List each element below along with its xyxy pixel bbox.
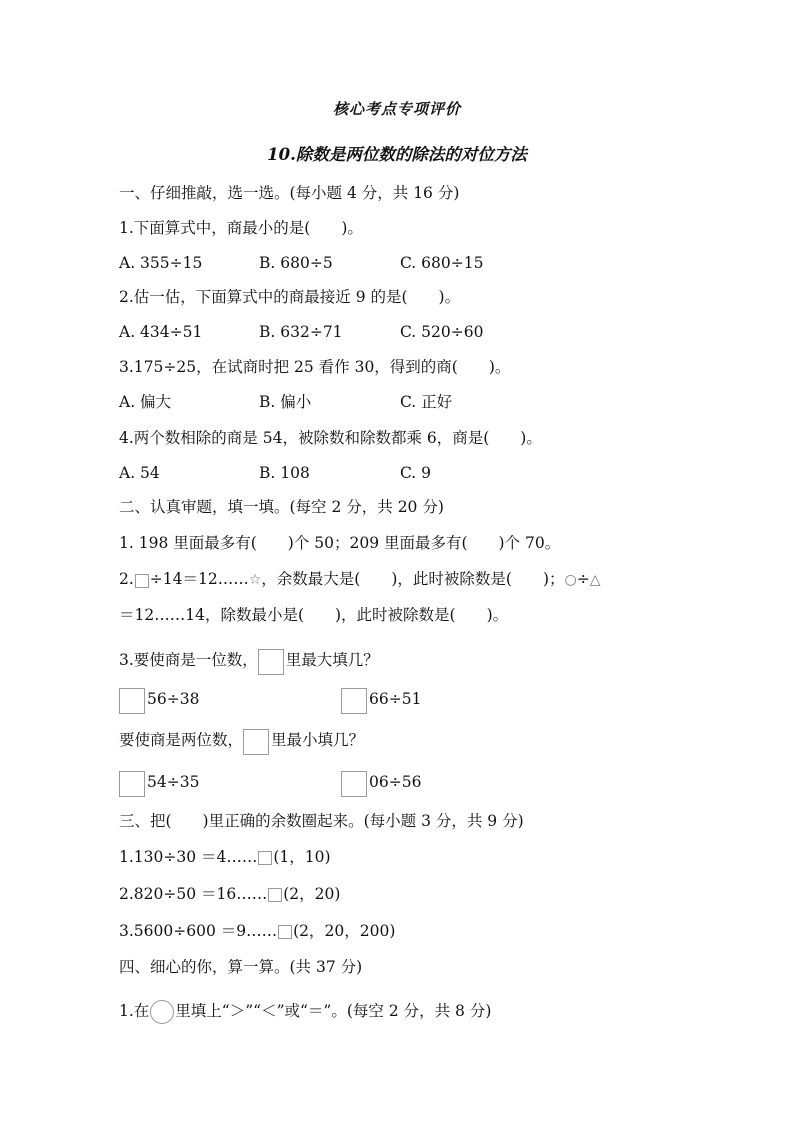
section-3-heading: 三、把( )里正确的余数圈起来。(每小题 3 分，共 9 分) xyxy=(119,812,524,830)
blank-box xyxy=(243,729,269,755)
blank-box xyxy=(258,851,272,865)
s3-q1-expr: 1.130÷30 ＝4…… xyxy=(119,848,258,866)
s1-q1-option-a: A. 355÷15 xyxy=(119,254,203,272)
s3-q3-expr: 3.5600÷600 ＝9…… xyxy=(119,922,278,940)
s2-q3-text-pre: 3.要使商是一位数， xyxy=(119,651,258,669)
s4-q1-pre: 1.在 xyxy=(119,1002,150,1020)
expr-text: 56÷38 xyxy=(147,690,200,708)
page-title: 核心考点专项评价 xyxy=(332,100,461,118)
s3-q2 xyxy=(119,882,340,906)
page-subtitle: 10.除数是两位数的除法的对位方法 xyxy=(267,145,527,164)
triangle-icon: △ xyxy=(589,572,601,588)
s2-q2-div: ÷ xyxy=(576,570,590,588)
circle-icon: ○ xyxy=(564,572,577,588)
s1-q3-option-a: A. 偏大 xyxy=(119,393,172,411)
blank-box xyxy=(341,688,367,714)
s2-q3-expr-2 xyxy=(341,684,421,714)
expr-text: 06÷56 xyxy=(369,773,422,791)
s2-q2-part2: ，余数最大是( )，此时被除数是( )； xyxy=(261,570,565,588)
s2-q2-line1 xyxy=(119,567,601,591)
s2-q2-part1: ÷14＝12…… xyxy=(149,570,249,588)
s3-q1 xyxy=(119,845,331,869)
s1-q4-option-b: B. 108 xyxy=(259,464,310,482)
s1-q1-option-b: B. 680÷5 xyxy=(259,254,333,272)
s1-q2-option-a: A. 434÷51 xyxy=(119,323,203,341)
s4-q1 xyxy=(119,996,491,1026)
expr-text: 66÷51 xyxy=(369,690,422,708)
s1-q2-option-c: C. 520÷60 xyxy=(400,323,484,341)
s1-q4-text: 4.两个数相除的商是 54，被除数和除数都乘 6，商是( )。 xyxy=(119,429,542,447)
s1-q2-option-b: B. 632÷71 xyxy=(259,323,343,341)
blank-box xyxy=(119,771,145,797)
s2-q3-expr-1 xyxy=(119,684,199,714)
blank-box xyxy=(278,925,292,939)
blank-box xyxy=(341,771,367,797)
blank-box xyxy=(258,649,284,675)
s2-q3-text2-post: 里最小填几？ xyxy=(271,731,365,749)
s1-q1-text: 1.下面算式中，商最小的是( )。 xyxy=(119,219,363,237)
s3-q2-choices: (2，20) xyxy=(283,885,341,903)
s2-q3-text xyxy=(119,645,379,675)
s2-q2-line2: ＝12……14，除数最小是( )，此时被除数是( )。 xyxy=(119,606,509,624)
s1-q2-text: 2.估一估，下面算式中的商最接近 9 的是( )。 xyxy=(119,288,461,306)
s2-q3-text2-pre: 要使商是两位数， xyxy=(119,731,244,749)
s1-q3-option-c: C. 正好 xyxy=(400,393,453,411)
s1-q3-option-b: B. 偏小 xyxy=(259,393,312,411)
expr-text: 54÷35 xyxy=(147,773,200,791)
s2-q2-prefix: 2. xyxy=(119,570,134,588)
blank-box xyxy=(135,574,149,588)
s2-q3-expr-4 xyxy=(341,767,421,797)
blank-box xyxy=(119,688,145,714)
s2-q3-text-post: 里最大填几？ xyxy=(285,651,379,669)
section-2-heading: 二、认真审题，填一填。(每空 2 分，共 20 分) xyxy=(119,498,444,516)
s1-q3-text: 3.175÷25，在试商时把 25 看作 30，得到的商( )。 xyxy=(119,358,511,376)
s3-q1-choices: (1，10) xyxy=(273,848,331,866)
s1-q4-option-a: A. 54 xyxy=(119,464,160,482)
circle-blank-icon xyxy=(150,1000,174,1024)
s2-q1-text: 1. 198 里面最多有( )个 50；209 里面最多有( )个 70。 xyxy=(119,534,561,552)
blank-box xyxy=(268,888,282,902)
s3-q2-expr: 2.820÷50 ＝16…… xyxy=(119,885,268,903)
s2-q3-expr-3 xyxy=(119,767,199,797)
s2-q3-text2 xyxy=(119,725,364,755)
s3-q3 xyxy=(119,919,395,943)
s3-q3-choices: (2，20，200) xyxy=(293,922,396,940)
star-icon: ☆ xyxy=(248,572,262,588)
s1-q4-option-c: C. 9 xyxy=(400,464,432,482)
s1-q1-option-c: C. 680÷15 xyxy=(400,254,484,272)
section-4-heading: 四、细心的你，算一算。(共 37 分) xyxy=(119,958,363,976)
section-1-heading: 一、仔细推敲，选一选。(每小题 4 分，共 16 分) xyxy=(119,184,460,202)
s4-q1-post: 里填上“＞”“＜”或“＝”。(每空 2 分，共 8 分) xyxy=(175,1002,492,1020)
